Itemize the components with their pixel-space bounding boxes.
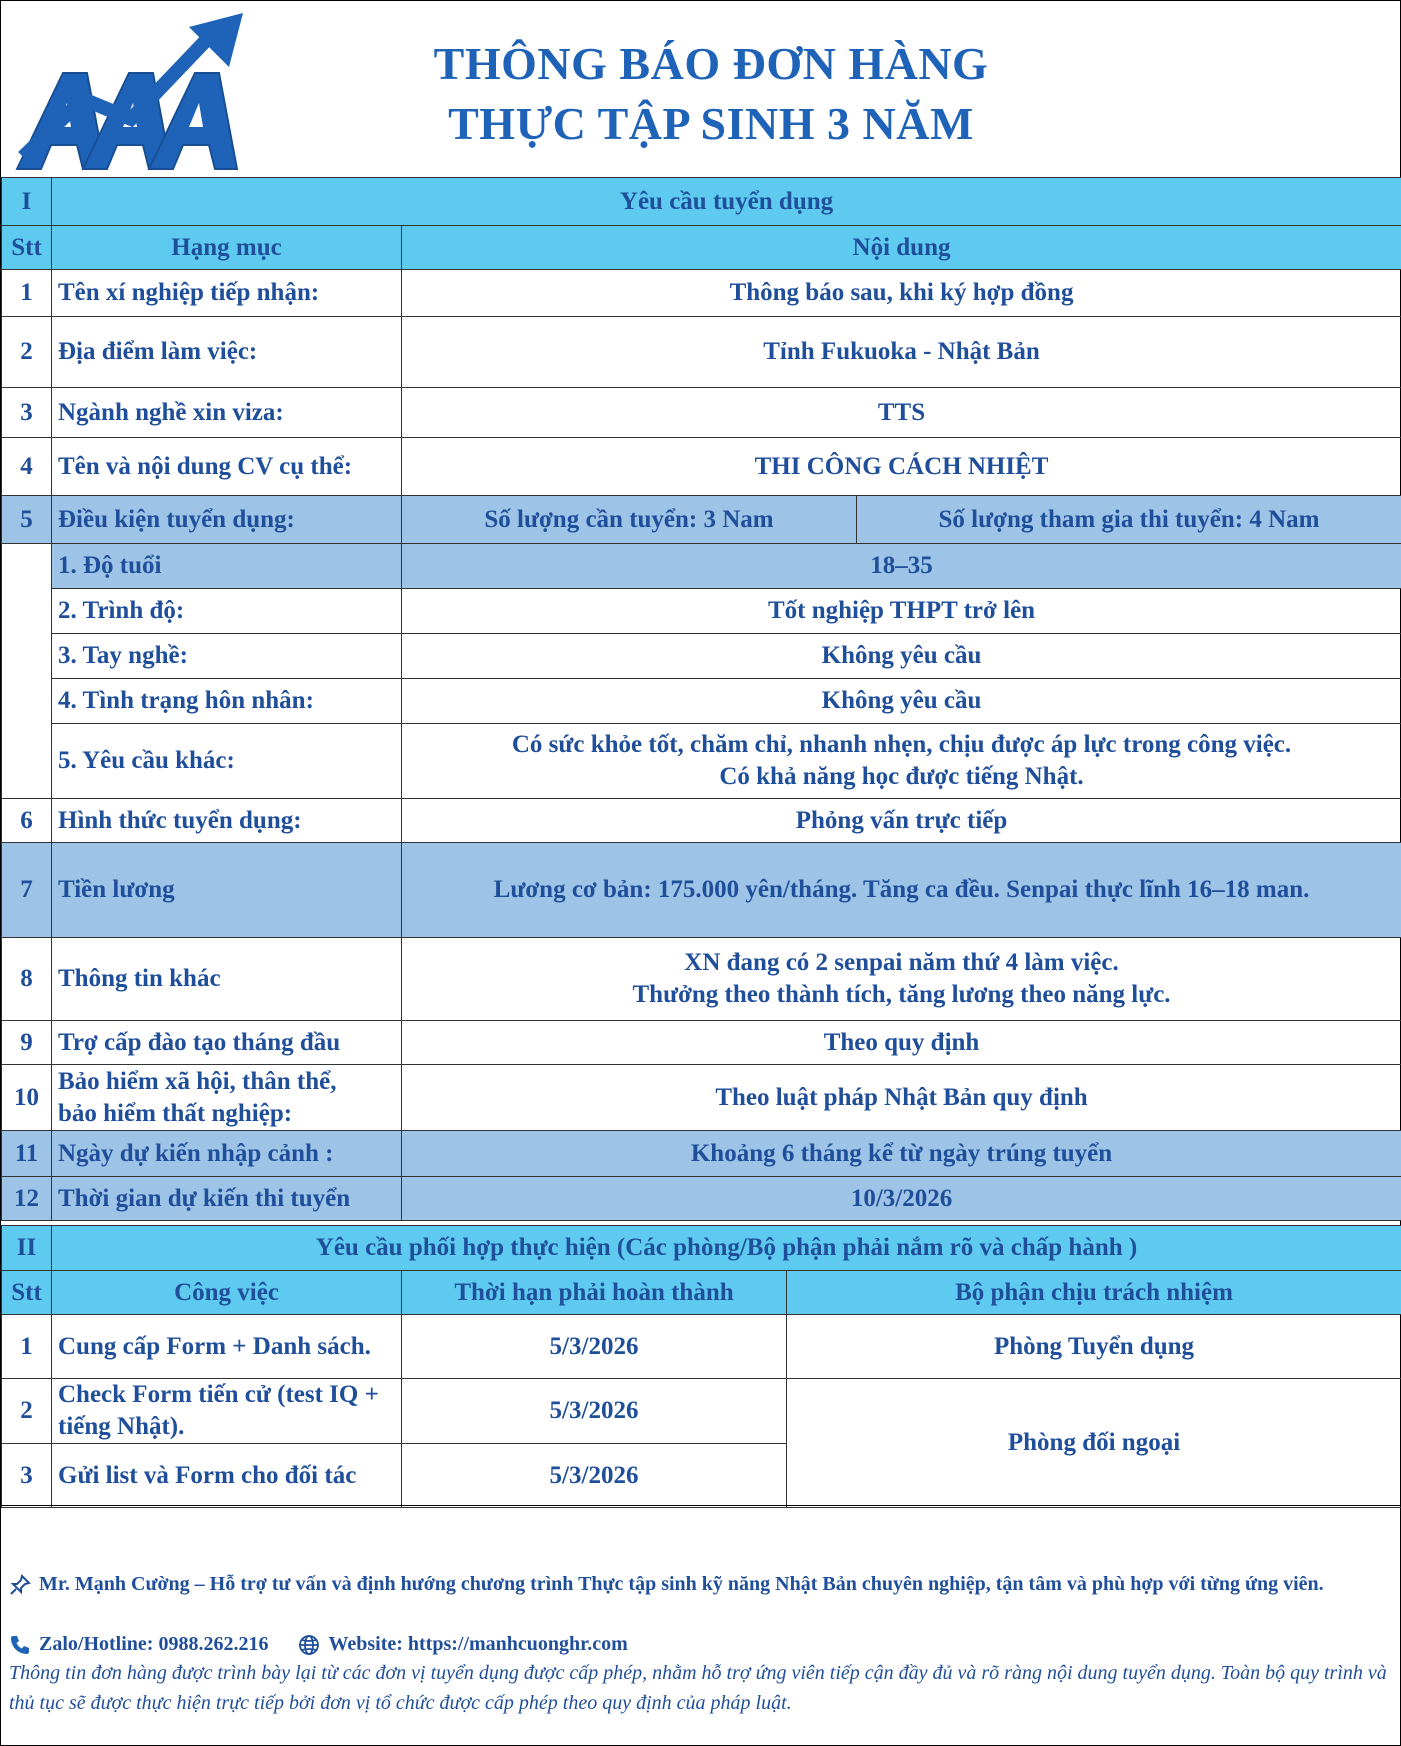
row-stt: 2 (2, 1379, 52, 1444)
column-header-row (2, 226, 1401, 270)
row-value: Theo quy định (402, 1021, 1401, 1065)
table-row (2, 589, 1401, 634)
row-label: 5. Yêu cầu khác: (52, 724, 402, 799)
aaa-logo (13, 7, 253, 175)
title-line-2: THỰC TẬP SINH 3 NĂM (448, 98, 974, 149)
recruitment-requirements-table (1, 177, 1401, 1221)
row-label: Tiền lương (52, 843, 402, 938)
row-task: Gửi list và Form cho đối tác (52, 1444, 402, 1508)
row-value-candidates: Số lượng tham gia thi tuyển: 4 Nam (857, 496, 1401, 544)
col-task: Công việc (52, 1271, 402, 1315)
row-label: Thời gian dự kiến thi tuyển (52, 1177, 402, 1221)
footer (1, 1505, 1400, 1746)
section-number: I (2, 178, 52, 226)
footer-intro (9, 1570, 1389, 1598)
row-task: Check Form tiến cử (test IQ + tiếng Nhật). (52, 1379, 402, 1444)
table-row (2, 679, 1401, 724)
row-value-quota: Số lượng cần tuyển: 3 Nam (402, 496, 857, 544)
row-stt: 9 (2, 1021, 52, 1065)
row-label: 2. Trình độ: (52, 589, 402, 634)
row-value: Khoảng 6 tháng kể từ ngày trúng tuyển (402, 1131, 1401, 1177)
table-row (2, 438, 1401, 496)
row-label: 1. Độ tuổi (52, 544, 402, 589)
empty-stt-cell (2, 544, 52, 799)
col-dept: Bộ phận chịu trách nhiệm (787, 1271, 1401, 1315)
row-value: Không yêu cầu (402, 634, 1401, 679)
section-title: Yêu cầu tuyển dụng (52, 178, 1401, 226)
row-value: 10/3/2026 (402, 1177, 1401, 1221)
row-stt: 8 (2, 938, 52, 1021)
row-value-line-2: Có khả năng học được tiếng Nhật. (719, 763, 1084, 790)
header (1, 1, 1400, 177)
row-value: 18–35 (402, 544, 1401, 589)
row-label: Trợ cấp đào tạo tháng đầu (52, 1021, 402, 1065)
col-item: Hạng mục (52, 226, 402, 270)
table-row (2, 270, 1401, 317)
row-label-line-1: Bảo hiểm xã hội, thân thể, (58, 1067, 337, 1095)
row-label: Ngành nghề xin viza: (52, 388, 402, 438)
row-label-line-2: bảo hiểm thất nghiệp: (58, 1099, 293, 1127)
table-row (2, 1021, 1401, 1065)
column-header-row (2, 1271, 1401, 1315)
table-row (2, 1065, 1401, 1131)
row-stt: 6 (2, 799, 52, 843)
row-label (52, 1065, 402, 1131)
row-stt: 11 (2, 1131, 52, 1177)
row-value: Theo luật pháp Nhật Bản quy định (402, 1065, 1401, 1131)
footer-intro-text: Mr. Mạnh Cường – Hỗ trợ tư vấn và định hướng chương trình Thực tập sinh kỹ năng Nhật Bản chuyên nghiệp, tận tâm và phù hợp với từng ứng viên. (39, 1573, 1324, 1595)
col-stt: Stt (2, 1271, 52, 1315)
row-stt: 3 (2, 388, 52, 438)
section-title: Yêu cầu phối hợp thực hiện (Các phòng/Bộ phận phải nắm rõ và chấp hành ) (52, 1226, 1401, 1271)
row-value: Thông báo sau, khi ký hợp đồng (402, 270, 1401, 317)
section-1-header (2, 178, 1401, 226)
row-stt: 7 (2, 843, 52, 938)
table-row (2, 634, 1401, 679)
table-row (2, 317, 1401, 388)
col-content: Nội dung (402, 226, 1401, 270)
table-row (2, 1177, 1401, 1221)
row-stt: 12 (2, 1177, 52, 1221)
row-deadline: 5/3/2026 (402, 1444, 787, 1508)
row-label: Địa điểm làm việc: (52, 317, 402, 388)
globe-icon (298, 1634, 320, 1656)
table-row (2, 724, 1401, 799)
footer-contact (9, 1630, 1389, 1658)
row-deadline: 5/3/2026 (402, 1379, 787, 1444)
row-dept: Phòng đối ngoại (787, 1379, 1401, 1508)
row-stt: 10 (2, 1065, 52, 1131)
col-stt: Stt (2, 226, 52, 270)
row-label: 3. Tay nghề: (52, 634, 402, 679)
title-line-1: THÔNG BÁO ĐƠN HÀNG (433, 38, 989, 89)
row-stt: 5 (2, 496, 52, 544)
table-row (2, 843, 1401, 938)
table-row (2, 1379, 1401, 1444)
row-value: Tốt nghiệp THPT trở lên (402, 589, 1401, 634)
row-value: TTS (402, 388, 1401, 438)
row-label: Hình thức tuyển dụng: (52, 799, 402, 843)
pin-icon (9, 1574, 31, 1596)
row-deadline: 5/3/2026 (402, 1315, 787, 1379)
section-number: II (2, 1226, 52, 1271)
row-value (402, 938, 1401, 1021)
row-label: Điều kiện tuyển dụng: (52, 496, 402, 544)
hotline-text: Zalo/Hotline: 0988.262.216 (39, 1633, 269, 1655)
row-label: Ngày dự kiến nhập cảnh : (52, 1131, 402, 1177)
section-2-header (2, 1226, 1401, 1271)
row-value-line-2: Thưởng theo thành tích, tăng lương theo năng lực. (632, 981, 1171, 1008)
row-value: Không yêu cầu (402, 679, 1401, 724)
table-row (2, 388, 1401, 438)
row-label: Thông tin khác (52, 938, 402, 1021)
website-link[interactable]: Website: https://manhcuonghr.com (328, 1633, 628, 1655)
row-stt: 1 (2, 1315, 52, 1379)
footer-note: Thông tin đơn hàng được trình bày lại từ các đơn vị tuyển dụng được cấp phép, nhằm hỗ trợ ứng viên tiếp cận đầy đủ và rõ ràng nội dung tuyển dụng. Toàn bộ quy trình và thủ tục sẽ được thực hiện trực tiếp bởi đơn vị tổ chức được cấp phép theo quy định của pháp luật. (9, 1662, 1387, 1714)
row-value-line-1: XN đang có 2 senpai năm thứ 4 làm việc. (684, 949, 1119, 976)
table-row (2, 496, 1401, 544)
row-task: Cung cấp Form + Danh sách. (52, 1315, 402, 1379)
row-dept: Phòng Tuyển dụng (787, 1315, 1401, 1379)
row-stt: 3 (2, 1444, 52, 1508)
row-stt: 4 (2, 438, 52, 496)
row-label: 4. Tình trạng hôn nhân: (52, 679, 402, 724)
row-value: Phỏng vấn trực tiếp (402, 799, 1401, 843)
table-row (2, 1315, 1401, 1379)
table-row (2, 938, 1401, 1021)
table-row (2, 544, 1401, 589)
phone-icon (9, 1634, 31, 1656)
row-stt: 2 (2, 317, 52, 388)
table-row (2, 1131, 1401, 1177)
row-stt: 1 (2, 270, 52, 317)
col-deadline: Thời hạn phải hoàn thành (402, 1271, 787, 1315)
row-label: Tên và nội dung CV cụ thể: (52, 438, 402, 496)
row-value: THI CÔNG CÁCH NHIỆT (402, 438, 1401, 496)
row-value: Lương cơ bản: 175.000 yên/tháng. Tăng ca đều. Senpai thực lĩnh 16–18 man. (402, 843, 1401, 938)
row-value (402, 724, 1401, 799)
row-label: Tên xí nghiệp tiếp nhận: (52, 270, 402, 317)
table-row (2, 799, 1401, 843)
row-value-line-1: Có sức khỏe tốt, chăm chỉ, nhanh nhẹn, chịu được áp lực trong công việc. (511, 731, 1292, 758)
coordination-table (1, 1225, 1401, 1508)
row-value: Tỉnh Fukuoka - Nhật Bản (402, 317, 1401, 388)
